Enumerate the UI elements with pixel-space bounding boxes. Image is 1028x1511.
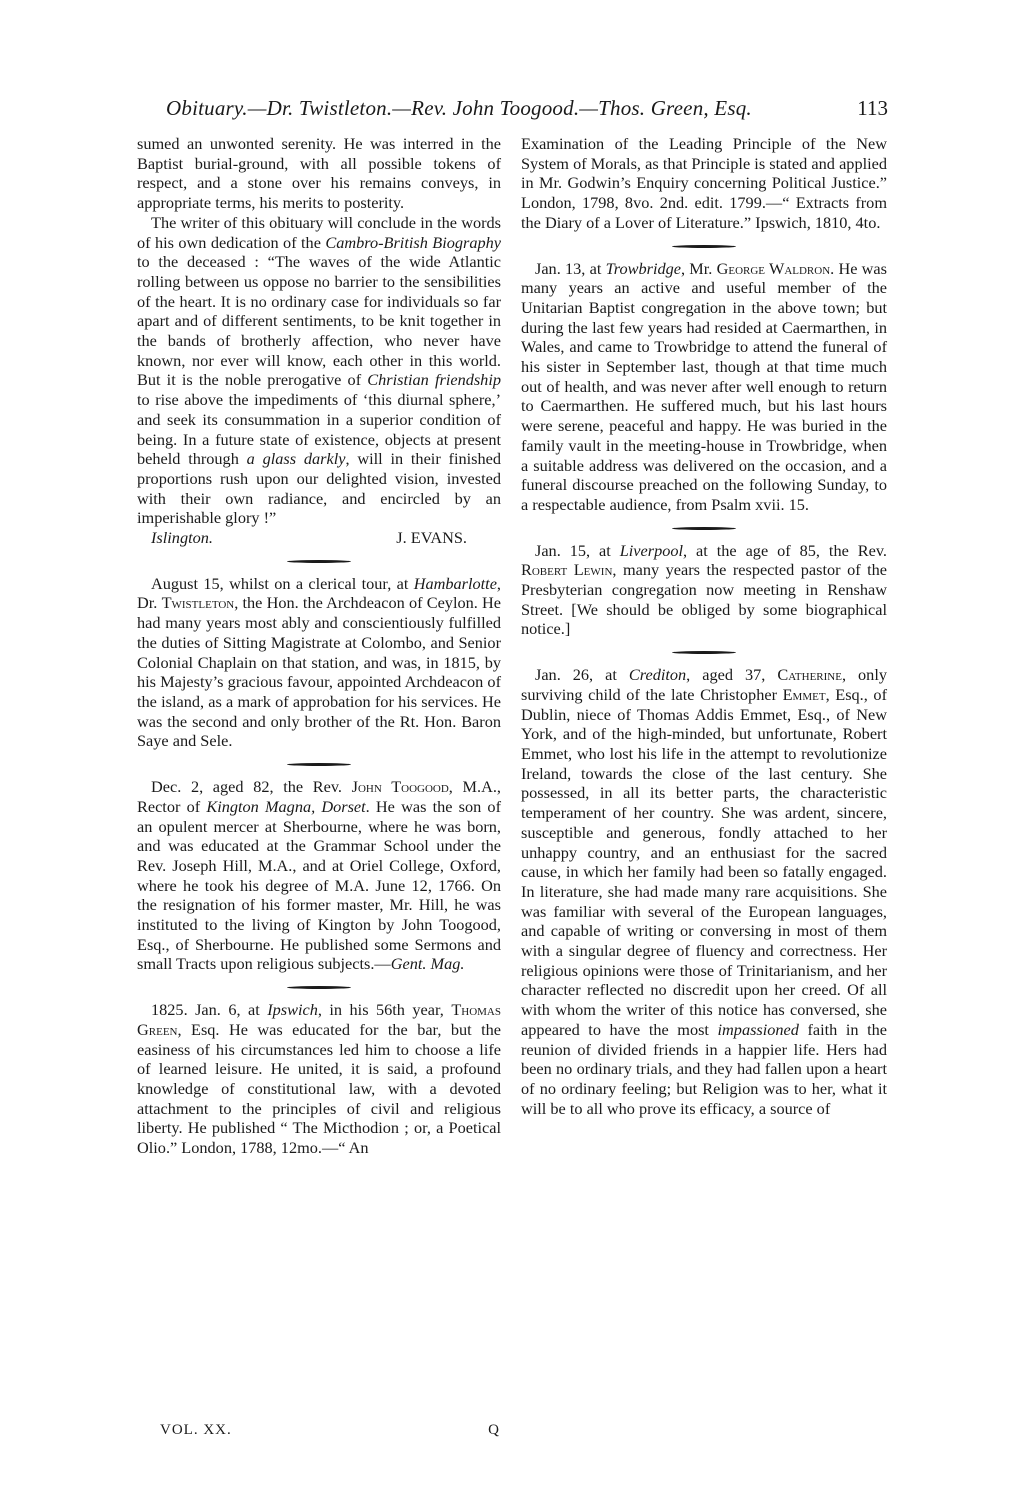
right-column xyxy=(521,134,887,1118)
emmet-obituary: Jan. 26, at Crediton, aged 37, Catherine, only surviving child of the late Christopher Emmet, Esq., of Dublin, niece of Thomas Addis Emmet, Esq., of New York, and of the high-minded, but unfortunate, Robert Emmet, who lost his life in the attempt to revolutionize Ireland, towards the close of the last century. She possessed, in all its better parts, the characteristic temperament of her country. She was ardent, sincere, susceptible and generous, fondly attached to her unhappy country, and an enthusiast for the sacred cause, in which her family had been so fatally engaged. In literature, she had made many rare acquisitions. She was familiar with several of the European languages, and capable of writing or conversing in most of them with a singular degree of fluency and correctness. Her religious opinions were those of Trinitarianism, and her character reflected no discredit upon her creed. Of all with whom the writer of this notice has conversed, she appeared to have the most impassioned faith in the reunion of divided friends in a happier life. Hers had been no ordinary trials, and they had fallen upon a heart of no ordinary feeling; but Religion was to her, what it will be to all who prove its efficacy, a source of xyxy=(521,665,887,1118)
green-obituary-continued: Examination of the Leading Principle of the New System of Morals, as that Principle is stated and applied in Mr. Godwin’s Enquiry concerning Political Justice.” London, 1798, 8vo. 2nd. edit. 1799.—“ Extracts from the Diary of a Lover of Literature.” Ipswich, 1810, 4to. xyxy=(521,134,887,232)
section-divider xyxy=(521,233,887,259)
left-column xyxy=(137,134,501,1158)
running-head-title: Obituary.—Dr. Twistleton.—Rev. John Toogood.—Thos. Green, Esq. xyxy=(166,96,752,120)
section-divider xyxy=(137,548,501,574)
page-footer xyxy=(160,1422,500,1444)
toogood-obituary: Dec. 2, aged 82, the Rev. John Toogood, M.A., Rector of Kington Magna, Dorset. He was the son of an opulent mercer at Sherbourne, where he was born, and was educated at the Grammar School under the Rev. Joseph Hill, M.A., and at Oriel College, Oxford, where he took his degree of M.A. June 12, 1766. On the resignation of his former master, Mr. Hill, he was instituted to the living of Kington by John Toogood, Esq., of Sherbourne. He published some Sermons and small Tracts upon religious subjects.—Gent. Mag. xyxy=(137,777,501,974)
evans-signature xyxy=(137,528,501,548)
section-divider xyxy=(521,515,887,541)
twistleton-obituary: August 15, whilst on a clerical tour, at Hambarlotte, Dr. Twistleton, the Hon. the Archdeacon of Ceylon. He had many years most ably and conscientiously fulfilled the duties of Sitting Magistrate at Colombo, and Senior Colonial Chaplain on that station, and was, in 1815, by his Majesty’s gracious favour, appointed Archdeacon of the island, as a mark of approbation for his services. He was the second and only brother of the Rt. Hon. Baron Saye and Sele. xyxy=(137,573,502,751)
evans-obituary-paragraph-1: sumed an unwonted serenity. He was interred in the Baptist burial-ground, with all possible tokens of respect, and a stone over his remains conveys, in appropriate terms, his merits to posterity. xyxy=(137,134,501,213)
page-number: 113 xyxy=(857,96,888,120)
signature-mark: Q xyxy=(488,1422,500,1438)
running-head xyxy=(128,96,888,126)
section-divider xyxy=(137,974,501,1000)
waldron-obituary: Jan. 13, at Trowbridge, Mr. George Waldron. He was many years an active and useful member of the Unitarian Baptist congregation in the above town; but during the last few years had resided at Caermarthen, in Wales, and came to Trowbridge to attend the funeral of his sister in September last, though at that time much out of health, and was never after well enough to return to Caermarthen. He suffered much, but his last hours were serene, peaceful and happy. He was buried in the family vault in the meeting-house in Trowbridge, when a suitable address was delivered on the occasion, and a funeral discourse preached on the following Sunday, to a respectable audience, from Psalm xvii. 15. xyxy=(521,258,887,514)
signature-author: J. EVANS. xyxy=(396,528,467,548)
section-divider xyxy=(137,751,501,777)
green-obituary: 1825. Jan. 6, at Ipswich, in his 56th year, Thomas Green, Esq. He was educated for the bar, but the easiness of his circumstances led him to choose a life of learned leisure. He united, it is said, a profound knowledge of constitutional law, with a devoted attachment to the principles of civil and religious liberty. He published “ The Micthodion ; or, a Poetical Olio.” London, 1788, 12mo.—“ An xyxy=(137,1000,501,1158)
evans-obituary-paragraph-2: The writer of this obituary will conclude in the words of his own dedication of the Cambro-British Biography to the deceased : “The waves of the wide Atlantic rolling between us oppose no barrier to the sensibilities of the heart. It is no ordinary case for individuals so far apart and of different sentiments, to be knit together in the bands of brotherly affection, who never have known, nor ever will know, each other in this world. But it is the noble prerogative of Christian friendship to rise above the impediments of ‘this diurnal sphere,’ and seek its consummation in a superior condition of being. In a future state of existence, objects at present beheld through a glass darkly, will in their finished proportions rush upon our delighted vision, invested with their own radiance, and encircled by an imperishable glory !” xyxy=(137,212,501,528)
signature-place: Islington. xyxy=(151,528,213,548)
volume-label: VOL. XX. xyxy=(160,1422,232,1438)
lewin-obituary: Jan. 15, at Liverpool, at the age of 85, the Rev. Robert Lewin, many years the respected pastor of the Presbyterian congregation now meeting in Renshaw Street. [We should be obliged by some biographical notice.] xyxy=(521,540,888,639)
section-divider xyxy=(521,639,887,665)
